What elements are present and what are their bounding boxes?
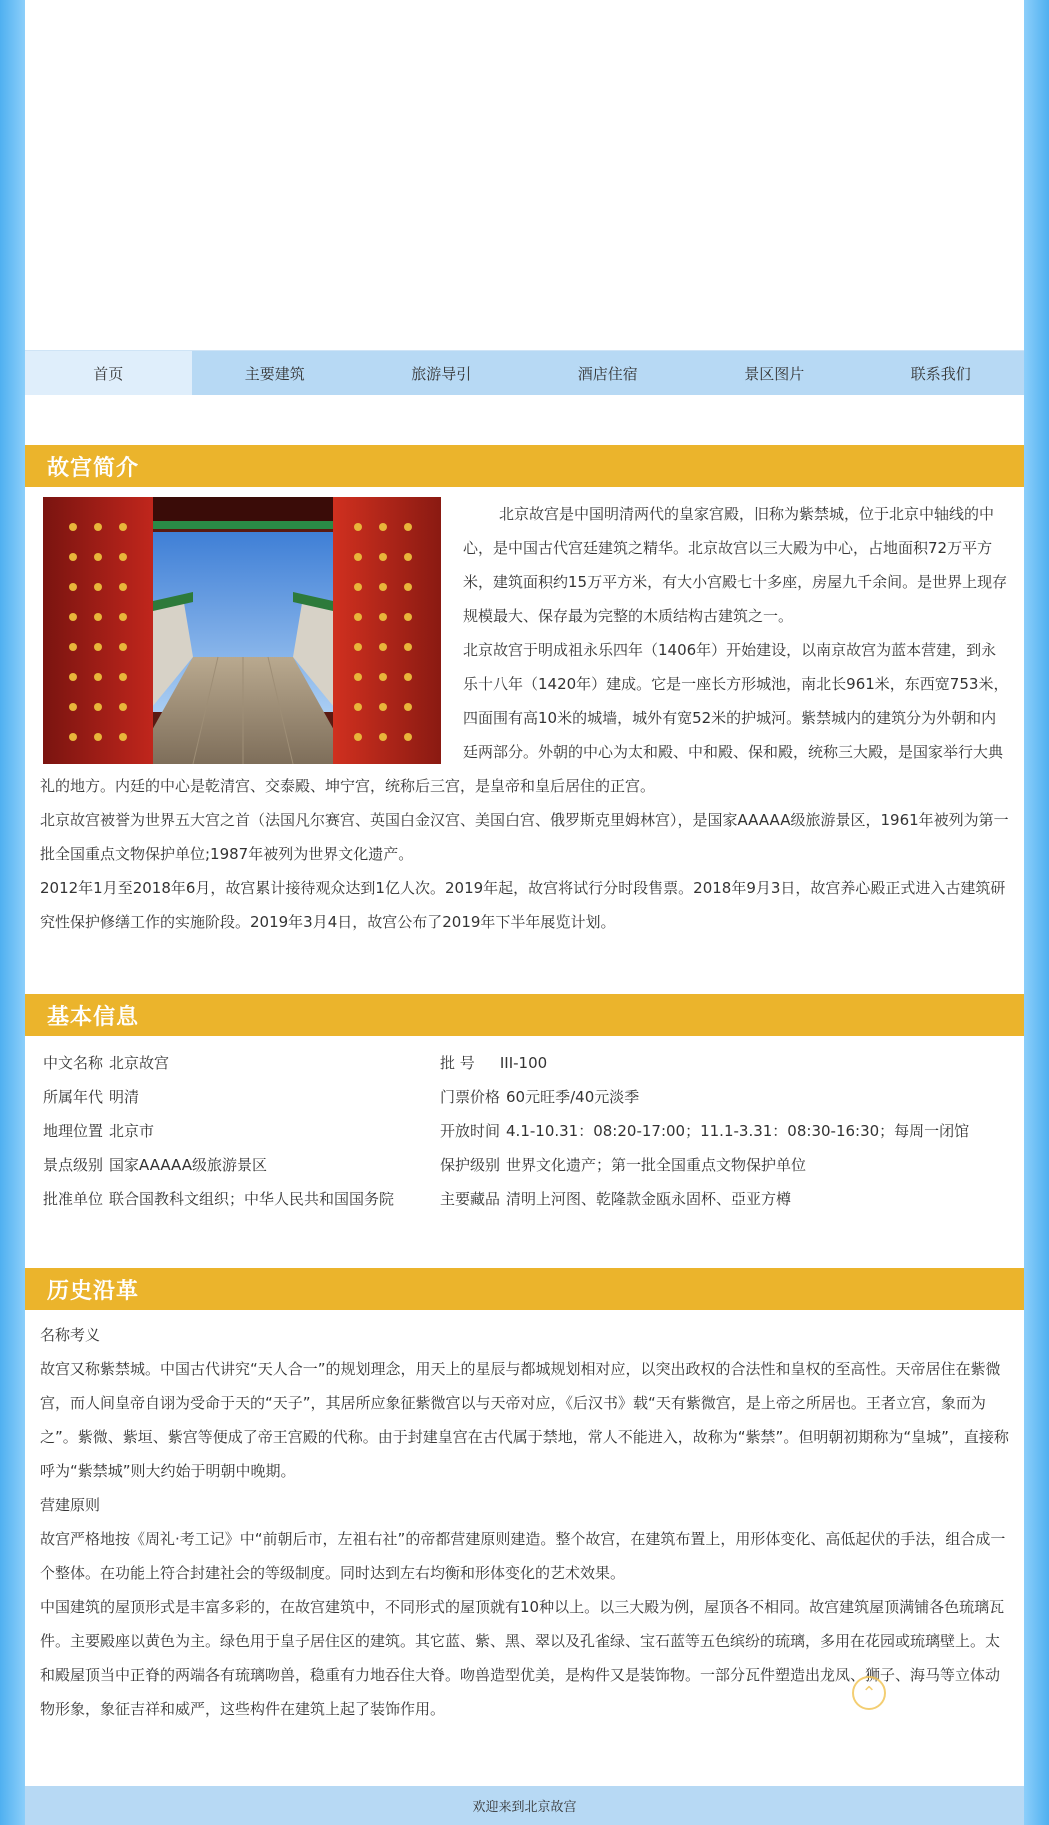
intro-paragraph-4: 2012年1月至2018年6月，故宫累计接待观众达到1亿人次。2019年起，故宫将试行分时段售票。2018年9月3日，故宫养心殿正式进入古建筑研究性保护修缮工作的实施阶段。2019年3月4日，故宫公布了2019年下半年展览计划。 — [40, 879, 1006, 931]
basic-info-title: 基本信息 — [25, 994, 1024, 1036]
intro-body — [25, 487, 1024, 939]
chevron-up-icon: ⌃ — [861, 1682, 877, 1704]
history-paragraph-3: 中国建筑的屋顶形式是丰富多彩的，在故宫建筑中，不同形式的屋顶就有10种以上。以三大殿为例，屋顶各不相同。故宫建筑屋顶满铺各色琉璃瓦件。主要殿座以黄色为主。绿色用于皇子居住区的建筑。其它蓝、紫、黑、翠以及孔雀绿、宝石蓝等五色缤纷的琉璃，多用在花园或琉璃壁上。太和殿屋顶当中正脊的两端各有琉璃吻兽，稳重有力地吞住大脊。吻兽造型优美，是构件又是装饰物。一部分瓦件塑造出龙凤、狮子、海马等立体动物形象，象征吉祥和威严，这些构件在建筑上起了装饰作用。 — [40, 1598, 1005, 1718]
nav-item-tour-guide[interactable]: 旅游导引 — [411, 364, 472, 383]
nav-item-gallery[interactable]: 景区图片 — [744, 364, 805, 383]
info-chinese-name: 中文名称 北京故宫 — [43, 1054, 170, 1072]
palace-gate-photo — [43, 497, 441, 764]
intro-paragraph-2: 北京故宫于明成祖永乐四年（1406年）开始建设，以南京故宫为蓝本营建，到永乐十八年（1420年）建成。它是一座长方形城池，南北长961米，东西宽753米，四面围有高10米的城墙，城外有宽52米的护城河。紫禁城内的建筑分为外朝和内廷两部分。外朝的中心为太和殿、中和殿、保和殿，统称三大殿，是国家举行大典礼的地方。内廷的中心是乾清宫、交泰殿、坤宁宫，统称后三宫，是皇帝和皇后居住的正宫。 — [40, 641, 1009, 795]
info-batch-number: 批 号 III-100 — [440, 1054, 548, 1072]
nav-item-buildings[interactable]: 主要建筑 — [244, 364, 305, 383]
intro-paragraph-1: 北京故宫是中国明清两代的皇家宫殿，旧称为紫禁城，位于北京中轴线的中心，是中国古代宫廷建筑之精华。北京故宫以三大殿为中心，占地面积72万平方米，建筑面积约15万平方米，有大小宫殿七十多座，房屋九千余间。是世界上现存规模最大、保存最为完整的木质结构古建筑之一。 — [463, 505, 1008, 625]
info-rating: 景点级别 国家AAAAA级旅游景区 — [43, 1156, 267, 1174]
footer-text: 欢迎来到北京故宫 — [472, 1800, 577, 1815]
back-to-top-button[interactable] — [852, 1676, 886, 1710]
history-subheading-name: 名称考义 — [40, 1326, 101, 1344]
history-paragraph-2: 故宫严格地按《周礼·考工记》中“前朝后市，左祖右社”的帝都营建原则建造。整个故宫，在建筑布置上，用形体变化、高低起伏的手法，组合成一个整体。在功能上符合封建社会的等级制度。同时达到左右均衡和形体变化的艺术效果。 — [40, 1530, 1006, 1582]
nav-item-contact[interactable]: 联系我们 — [910, 364, 971, 383]
info-collections: 主要藏品 清明上河图、乾隆款金瓯永固杯、亞亚方樽 — [440, 1190, 792, 1208]
history-paragraph-1: 故宫又称紫禁城。中国古代讲究“天人合一”的规划理念，用天上的星辰与都城规划相对应，以突出政权的合法性和皇权的至高性。天帝居住在紫微宫，而人间皇帝自诩为受命于天的“天子”，其居所应象征紫微宫以与天帝对应，《后汉书》载“天有紫微宫，是上帝之所居也。王者立宫，象而为之”。紫微、紫垣、紫宫等便成了帝王宫殿的代称。由于封建皇宫在古代属于禁地，常人不能进入，故称为“紫禁”。但明朝初期称为“皇城”，直接称呼为“紫禁城”则大约始于明朝中晚期。 — [40, 1360, 1009, 1480]
history-title: 历史沿革 — [25, 1268, 1024, 1310]
info-protection-level: 保护级别 世界文化遗产；第一批全国重点文物保护单位 — [440, 1156, 807, 1174]
intro-title: 故宫简介 — [25, 445, 1024, 487]
nav-item-hotels[interactable]: 酒店住宿 — [577, 364, 638, 383]
info-ticket-price: 门票价格 60元旺季/40元淡季 — [440, 1088, 640, 1106]
header-banner — [25, 0, 1024, 350]
footer — [25, 1786, 1024, 1825]
info-location: 地理位置 北京市 — [43, 1122, 155, 1140]
basic-info-table — [25, 1036, 1024, 1216]
intro-section — [25, 445, 1024, 939]
history-body — [25, 1310, 1024, 1726]
basic-info-section — [25, 994, 1024, 1216]
history-section — [25, 1268, 1024, 1726]
page-container — [25, 0, 1024, 1825]
main-nav — [25, 350, 1024, 395]
info-era: 所属年代 明清 — [43, 1088, 140, 1106]
info-approver: 批准单位 联合国教科文组织；中华人民共和国国务院 — [43, 1190, 395, 1208]
info-opening-hours: 开放时间 4.1-10.31：08:20-17:00；11.1-3.31：08:30-16:30；每周一闭馆 — [440, 1122, 970, 1140]
nav-item-home[interactable]: 首页 — [25, 351, 192, 395]
intro-paragraph-3: 北京故宫被誉为世界五大宫之首（法国凡尔赛宫、英国白金汉宫、美国白宫、俄罗斯克里姆林宫），是国家AAAAA级旅游景区，1961年被列为第一批全国重点文物保护单位;1987年被列为世界文化遗产。 — [40, 811, 1009, 863]
history-subheading-construction: 营建原则 — [40, 1496, 101, 1514]
